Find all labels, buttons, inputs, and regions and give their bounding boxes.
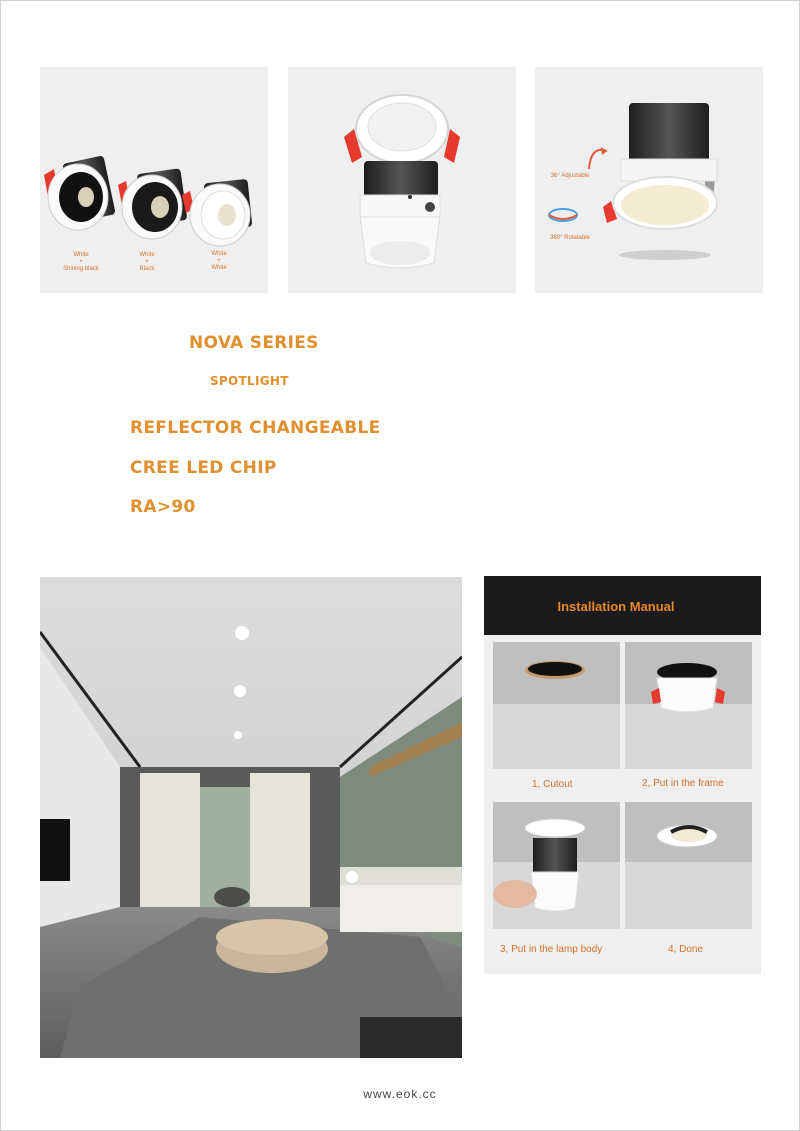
step-2-caption: 2, Put in the frame bbox=[642, 778, 724, 789]
color-label-1: White + Shining black bbox=[63, 252, 99, 272]
lamp-body-illustration bbox=[493, 802, 620, 929]
footer-url: www.eok.cc bbox=[363, 1087, 437, 1101]
color-label-2: White + Black bbox=[139, 252, 155, 272]
installation-manual bbox=[484, 576, 761, 974]
exploded-view-panel bbox=[288, 67, 516, 293]
step-2-image bbox=[625, 642, 752, 769]
product-colors-panel bbox=[40, 67, 268, 293]
living-room-photo bbox=[40, 577, 462, 1058]
step-3-caption: 3, Put in the lamp body bbox=[500, 944, 603, 955]
step-4-image bbox=[625, 802, 752, 929]
step-1-image bbox=[493, 642, 620, 769]
color-label-3: White + White bbox=[211, 251, 227, 271]
series-title: NOVA SERIES bbox=[189, 333, 319, 353]
step-1-caption: 1, Cutout bbox=[532, 779, 573, 790]
living-room-illustration bbox=[40, 577, 462, 1058]
manual-header bbox=[484, 576, 761, 635]
done-illustration bbox=[625, 802, 752, 929]
cutout-illustration bbox=[493, 642, 620, 769]
feature-item-3: RA>90 bbox=[130, 497, 196, 517]
manual-title: Installation Manual bbox=[557, 599, 675, 614]
adjustable-panel bbox=[535, 67, 763, 293]
step-4-caption: 4, Done bbox=[668, 944, 704, 955]
adjustable-lamp-illustration bbox=[535, 67, 763, 293]
feature-item-2: CREE LED CHIP bbox=[130, 458, 277, 478]
rotatable-label: 360° Rotatable bbox=[550, 235, 590, 241]
feature-item-1: REFLECTOR CHANGEABLE bbox=[130, 418, 381, 438]
adjustable-label: 36° Adjustable bbox=[550, 173, 590, 179]
frame-illustration bbox=[625, 642, 752, 769]
step-3-image bbox=[493, 802, 620, 929]
series-subtitle: SPOTLIGHT bbox=[210, 374, 289, 388]
exploded-lamp-illustration bbox=[288, 67, 516, 293]
